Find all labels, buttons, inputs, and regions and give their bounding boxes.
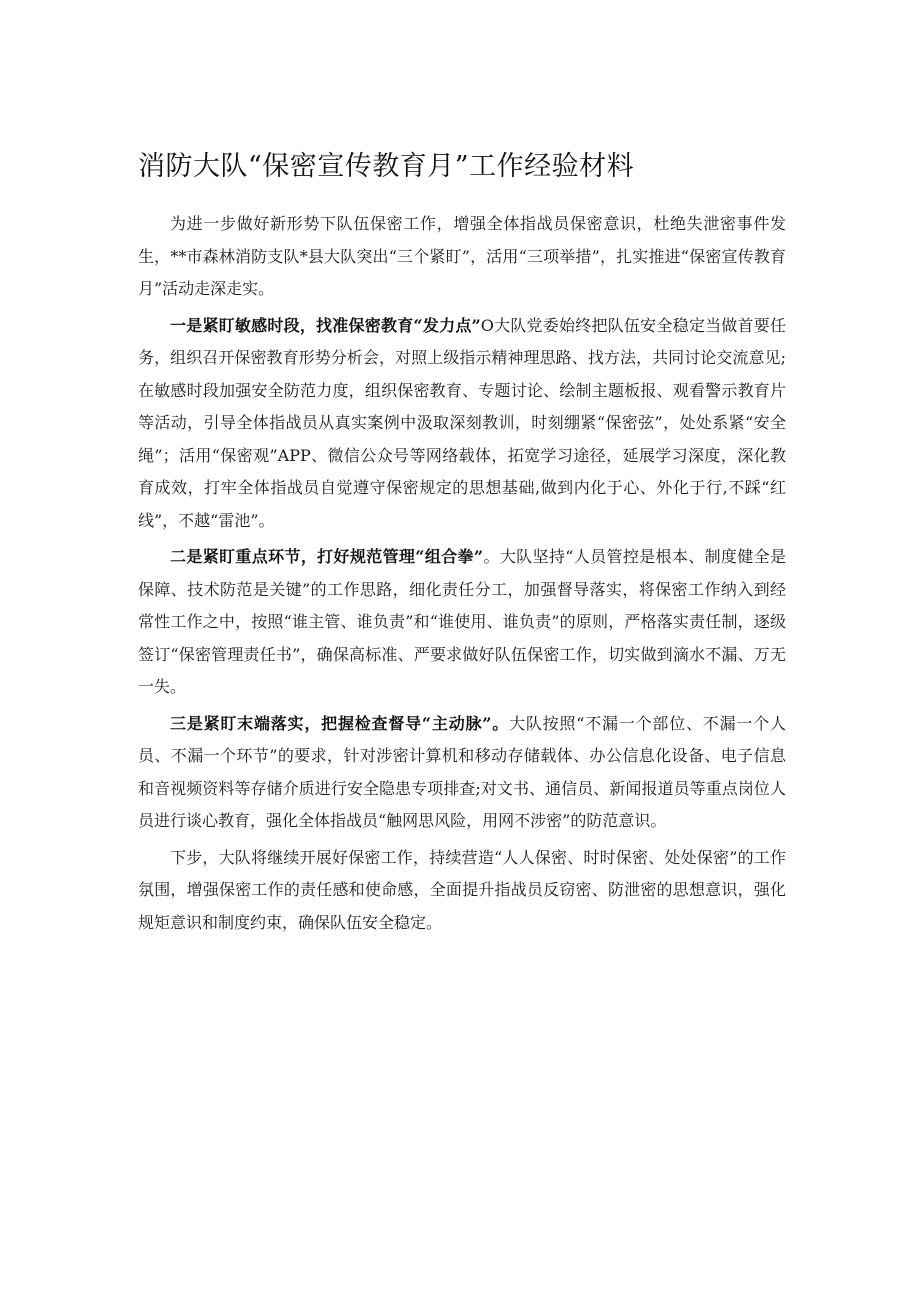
paragraph-point-two [138,541,786,704]
paragraph-lead: 一是紧盯敏感时段，找准保密教育“发力点” [170,315,481,335]
paragraph-lead: 三是紧盯末端落实，把握检查督导“主动脉”。 [170,713,510,733]
paragraph-text: 。大队坚持“人员管控是根本、制度健全是保障、技术防范是关键”的工作思路，细化责任分工，加强督导落实，将保密工作纳入到经常性工作之中，按照“谁主管、谁负责”和“谁使用、谁负责”的原则，严格落实责任制，逐级签订“保密管理责任书”，确保高标准、严要求做好队伍保密工作，切实做到滴水不漏、万无一失。 [138,547,786,696]
paragraph-text: 大队按照“不漏一个部位、不漏一个人员、不漏一个环节”的要求，针对涉密计算机和移动存储载体、办公信息化设备、电子信息和音视频资料等存储介质进行安全隐患专项排查;对文书、通信员、新闻报道员等重点岗位人员进行谈心教育，强化全体指战员“触网思风险，用网不涉密”的防范意识。 [138,713,786,830]
paragraph-point-three [138,708,786,838]
paragraph-text: O大队党委始终把队伍安全稳定当做首要任务，组织召开保密教育形势分析会，对照上级指示精神理思路、找方法，共同讨论交流意见;在敏感时段加强安全防范力度，组织保密教育、专题讨论、绘制主题板报、观看警示教育片等活动，引导全体指战员从真实案例中汲取深刻教训，时刻绷紧“保密弦”，处处系紧“安全绳”；活用“保密观”APP、微信公众号等网络载体，拓宽学习途径，延展学习深度，深化教育成效，打牢全体指战员自觉遵守保密规定的思想基础,做到内化于心、外化于行,不踩“红线”，不越“雷池”。 [138,315,786,530]
paragraph-conclusion [138,842,786,940]
paragraph-text: 为进一步做好新形势下队伍保密工作，增强全体指战员保密意识，杜绝失泄密事件发生，**市森林消防支队*县大队突出“三个紧盯”，活用“三项举措”，扎实推进“保密宣传教育月”活动走深走实。 [138,214,786,298]
paragraph-point-one [138,310,786,538]
document-title: 消防大队“保密宣传教育月”工作经验材料 [138,151,635,182]
document-body [138,208,786,943]
paragraph-text: 下步，大队将继续开展好保密工作，持续营造“人人保密、时时保密、处处保密”的工作氛围，增强保密工作的责任感和使命感，全面提升指战员反窃密、防泄密的思想意识，强化规矩意识和制度约束，确保队伍安全稳定。 [138,847,786,932]
paragraph-intro [138,208,786,306]
paragraph-lead: 二是紧盯重点环节，打好规范管理“组合拳” [170,547,484,566]
